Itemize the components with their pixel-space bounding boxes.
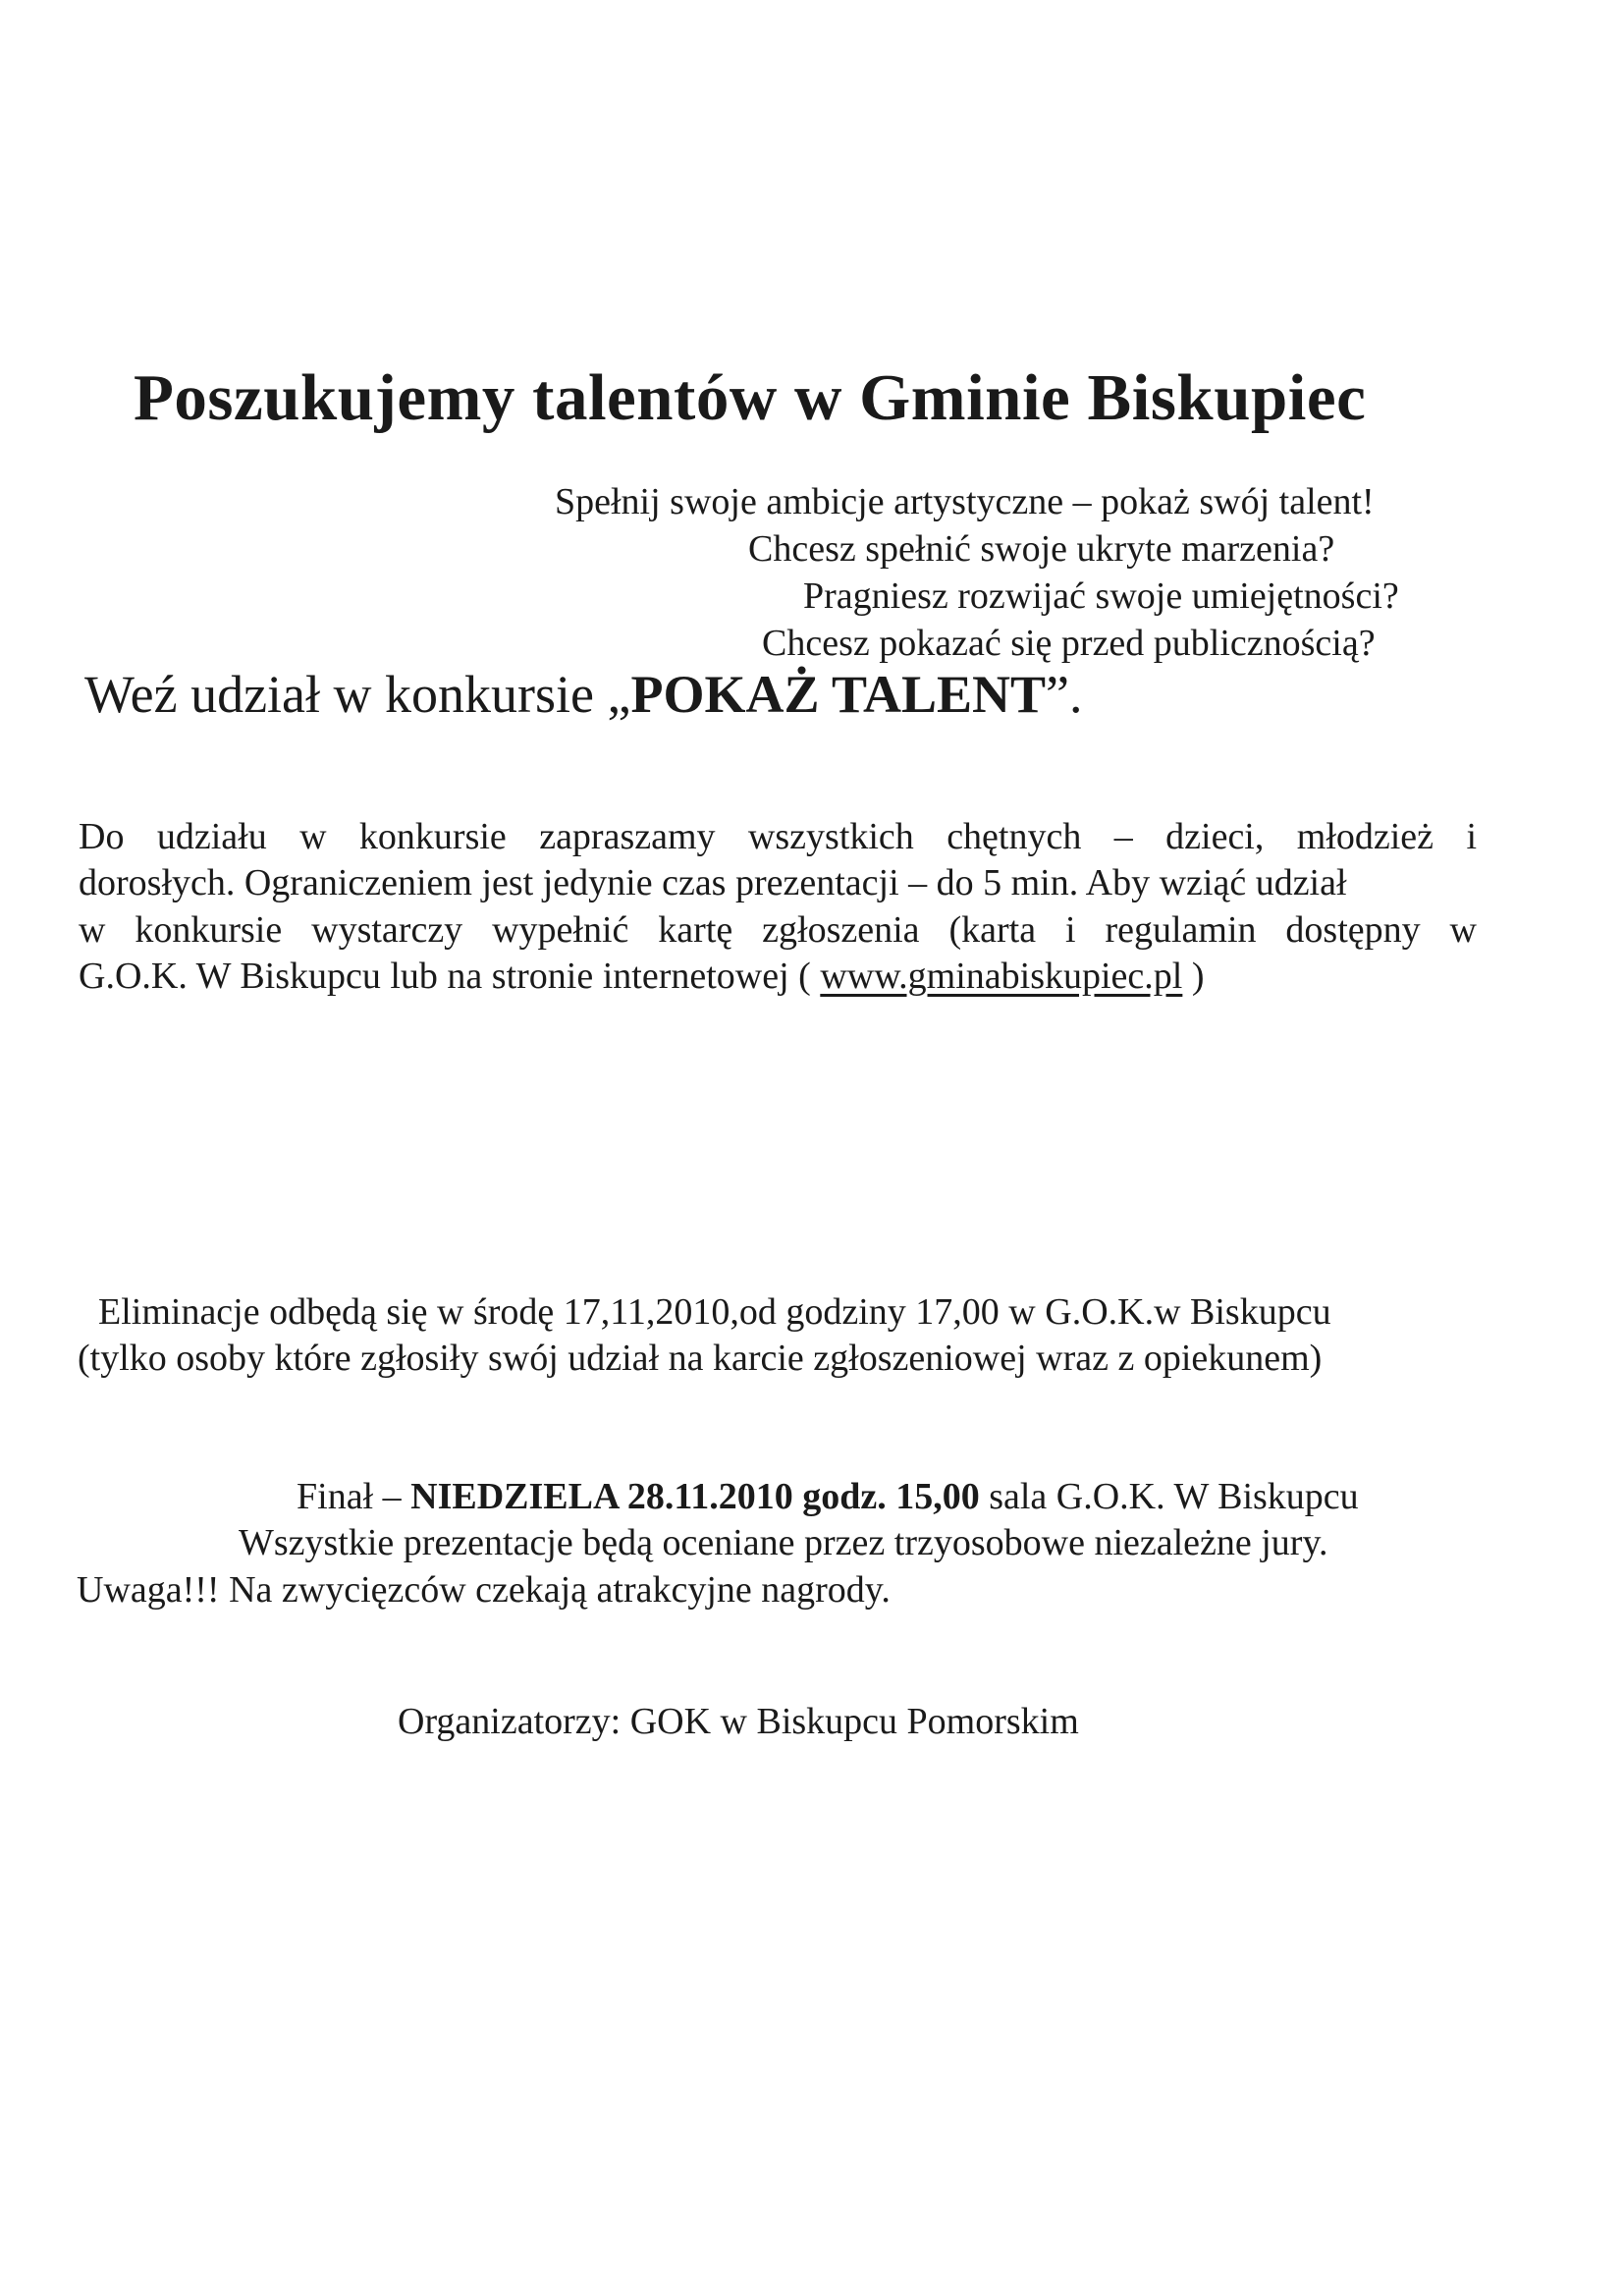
callout-prefix: Weź udział w konkursie „ <box>84 665 631 724</box>
question-line-2: Chcesz spełnić swoje ukryte marzenia? <box>748 528 1335 570</box>
description-line-2: dorosłych. Ograniczeniem jest jedynie czas prezentacji – do 5 min. Aby wziąć udział <box>79 862 1347 903</box>
description-line-4-prefix: G.O.K. W Biskupcu lub na stronie internetowej ( <box>79 956 821 997</box>
callout-suffix: ”. <box>1046 665 1083 724</box>
website-link[interactable]: www.gminabiskupiec.pl <box>820 956 1183 997</box>
question-line-4: Chcesz pokazać się przed publicznością? <box>762 623 1376 664</box>
contest-name: POKAŻ TALENT <box>630 665 1047 724</box>
prize-note: Uwaga!!! Na zwycięzców czekają atrakcyjne nagrody. <box>77 1569 891 1611</box>
eliminations-line-2: (tylko osoby które zgłosiły swój udział na karcie zgłoszeniowej wraz z opiekunem) <box>78 1338 1323 1379</box>
jury-line: Wszystkie prezentacje będą oceniane przez trzyosobowe niezależne jury. <box>239 1522 1328 1563</box>
final-date: NIEDZIELA 28.11.2010 godz. 15,00 <box>410 1476 980 1517</box>
description-line-1: Do udziału w konkursie zapraszamy wszystkich chętnych – dzieci, młodzież i <box>79 816 1477 857</box>
organizers: Organizatorzy: GOK w Biskupcu Pomorskim <box>398 1701 1079 1742</box>
page-title: Poszukujemy talentów w Gminie Biskupiec <box>134 361 1367 434</box>
final-suffix: sala G.O.K. W Biskupcu <box>979 1476 1359 1517</box>
question-line-1: Spełnij swoje ambicje artystyczne – pokaż swój talent! <box>555 481 1375 522</box>
question-line-3: Pragniesz rozwijać swoje umiejętności? <box>803 575 1399 617</box>
contest-callout <box>84 665 1083 724</box>
final-line <box>297 1478 1359 1515</box>
eliminations-line-1: Eliminacje odbędą się w środę 17,11,2010,od godziny 17,00 w G.O.K.w Biskupcu <box>98 1291 1331 1333</box>
description-line-4-suffix: ) <box>1182 956 1205 997</box>
description-line-3: w konkursie wystarczy wypełnić kartę zgłoszenia (karta i regulamin dostępny w <box>79 909 1477 951</box>
description-line-4 <box>79 957 1205 995</box>
final-prefix: Finał – <box>297 1476 411 1517</box>
